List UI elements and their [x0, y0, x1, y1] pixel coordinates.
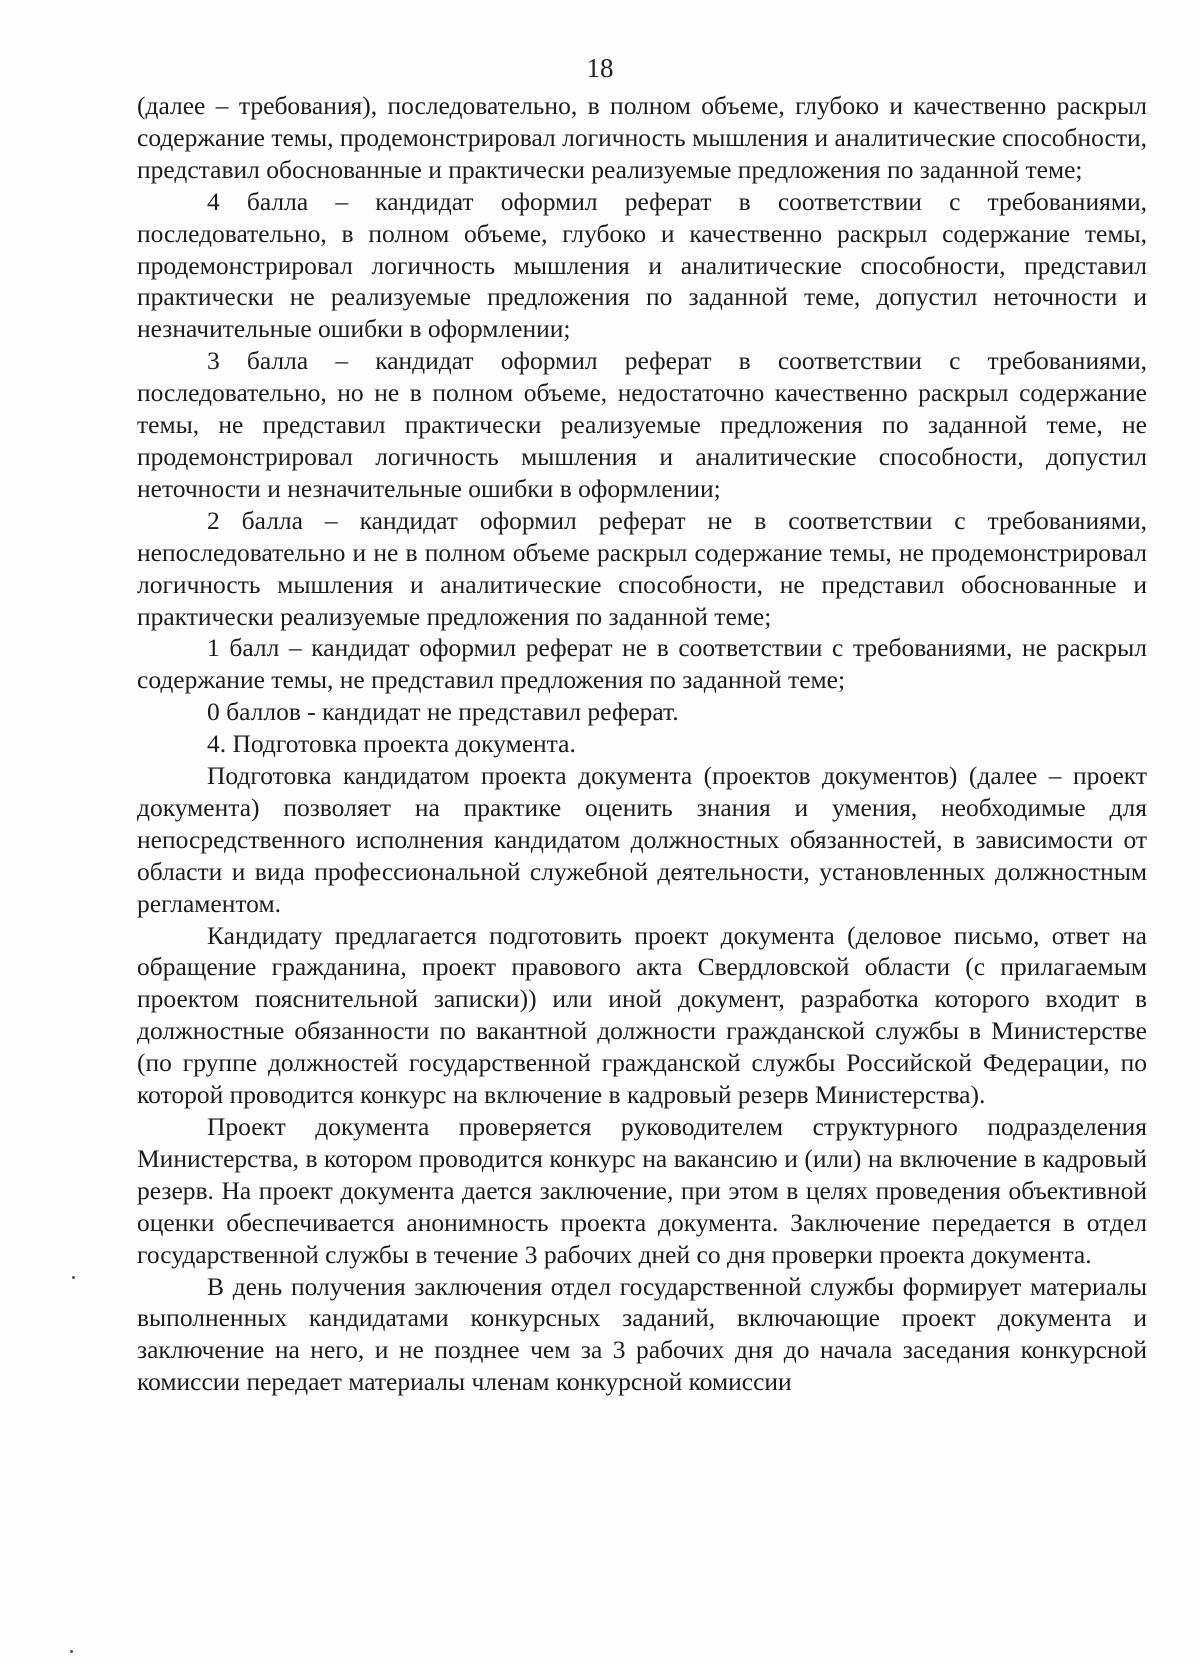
section-heading: 4. Подготовка проекта документа. — [207, 729, 576, 759]
paragraph-continuation: (далее – требования), последовательно, в полном объеме, глубоко и качественно раскрыл содержание темы, продемонстрировал логичность мышления и аналитические способности, представил обоснованные и практически реализуемые предложения по заданной теме; — [137, 91, 1147, 184]
paragraph-score-1: 1 балл – кандидат оформил реферат не в соответствии с требованиями, не раскрыл содержание темы, не представил предложения по заданной теме; — [137, 633, 1147, 695]
scan-speck — [70, 1650, 73, 1653]
paragraph-document-preparation: Подготовка кандидатом проекта документа (проектов документов) (далее – проект документа) позволяет на практике оценить знания и умения, необходимые для непосредственного исполнения кандидатом должностных обязанностей, в зависимости от области и вида профессиональной служебной деятельности, установленных должностным регламентом. — [137, 761, 1147, 918]
paragraph-candidate-task: Кандидату предлагается подготовить проект документа (деловое письмо, ответ на обращение гражданина, проект правового акта Свердловской области (с прилагаемым проектом пояснительной записки)) или иной документ, разработка которого входит в должностные обязанности по вакантной должности гражданской службы в Министерстве (по группе должностей государственной гражданской службы Российской Федерации, по которой проводится конкурс на включение в кадровый резерв Министерства). — [137, 920, 1147, 1110]
page-number: 18 — [586, 53, 614, 83]
scan-speck — [72, 1276, 75, 1279]
paragraph-score-4: 4 балла – кандидат оформил реферат в соответствии с требованиями, последовательно, в полном объеме, глубоко и качественно раскрыл содержание темы, продемонстрировал логичность мышления и аналитические способности, представил практически не реализуемые предложения по заданной теме, допустил неточности и незначительные ошибки в оформлении; — [137, 186, 1147, 344]
paragraph-score-2: 2 балла – кандидат оформил реферат не в соответствии с требованиями, непоследовательно и не в полном объеме раскрыл содержание темы, не продемонстрировал логичность мышления и аналитические способности, не представил обоснованные и практически реализуемые предложения по заданной теме; — [137, 505, 1147, 631]
document-body — [137, 90, 1147, 1398]
paragraph-score-0: 0 баллов - кандидат не представил реферат. — [207, 697, 679, 727]
paragraph-score-3: 3 балла – кандидат оформил реферат в соответствии с требованиями, последовательно, но не в полном объеме, недостаточно качественно раскрыл содержание темы, не представил практически реализуемые предложения по заданной теме, не продемонстрировал логичность мышления и аналитические способности, допустил неточности и незначительные ошибки в оформлении; — [137, 346, 1147, 503]
paragraph-materials: В день получения заключения отдел государственной службы формирует материалы выполненных кандидатами конкурсных заданий, включающие проект документа и заключение на него, и не позднее чем за 3 рабочих дня до начала заседания конкурсной комиссии передает материалы членам конкурсной комиссии — [137, 1271, 1147, 1397]
paragraph-review: Проект документа проверяется руководителем структурного подразделения Министерства, в котором проводится конкурс на вакансию и (или) на включение в кадровый резерв. На проект документа дается заключение, при этом в целях проведения объективной оценки обеспечивается анонимность проекта документа. Заключение передается в отдел государственной службы в течение 3 рабочих дней со дня проверки проекта документа. — [137, 1112, 1147, 1269]
